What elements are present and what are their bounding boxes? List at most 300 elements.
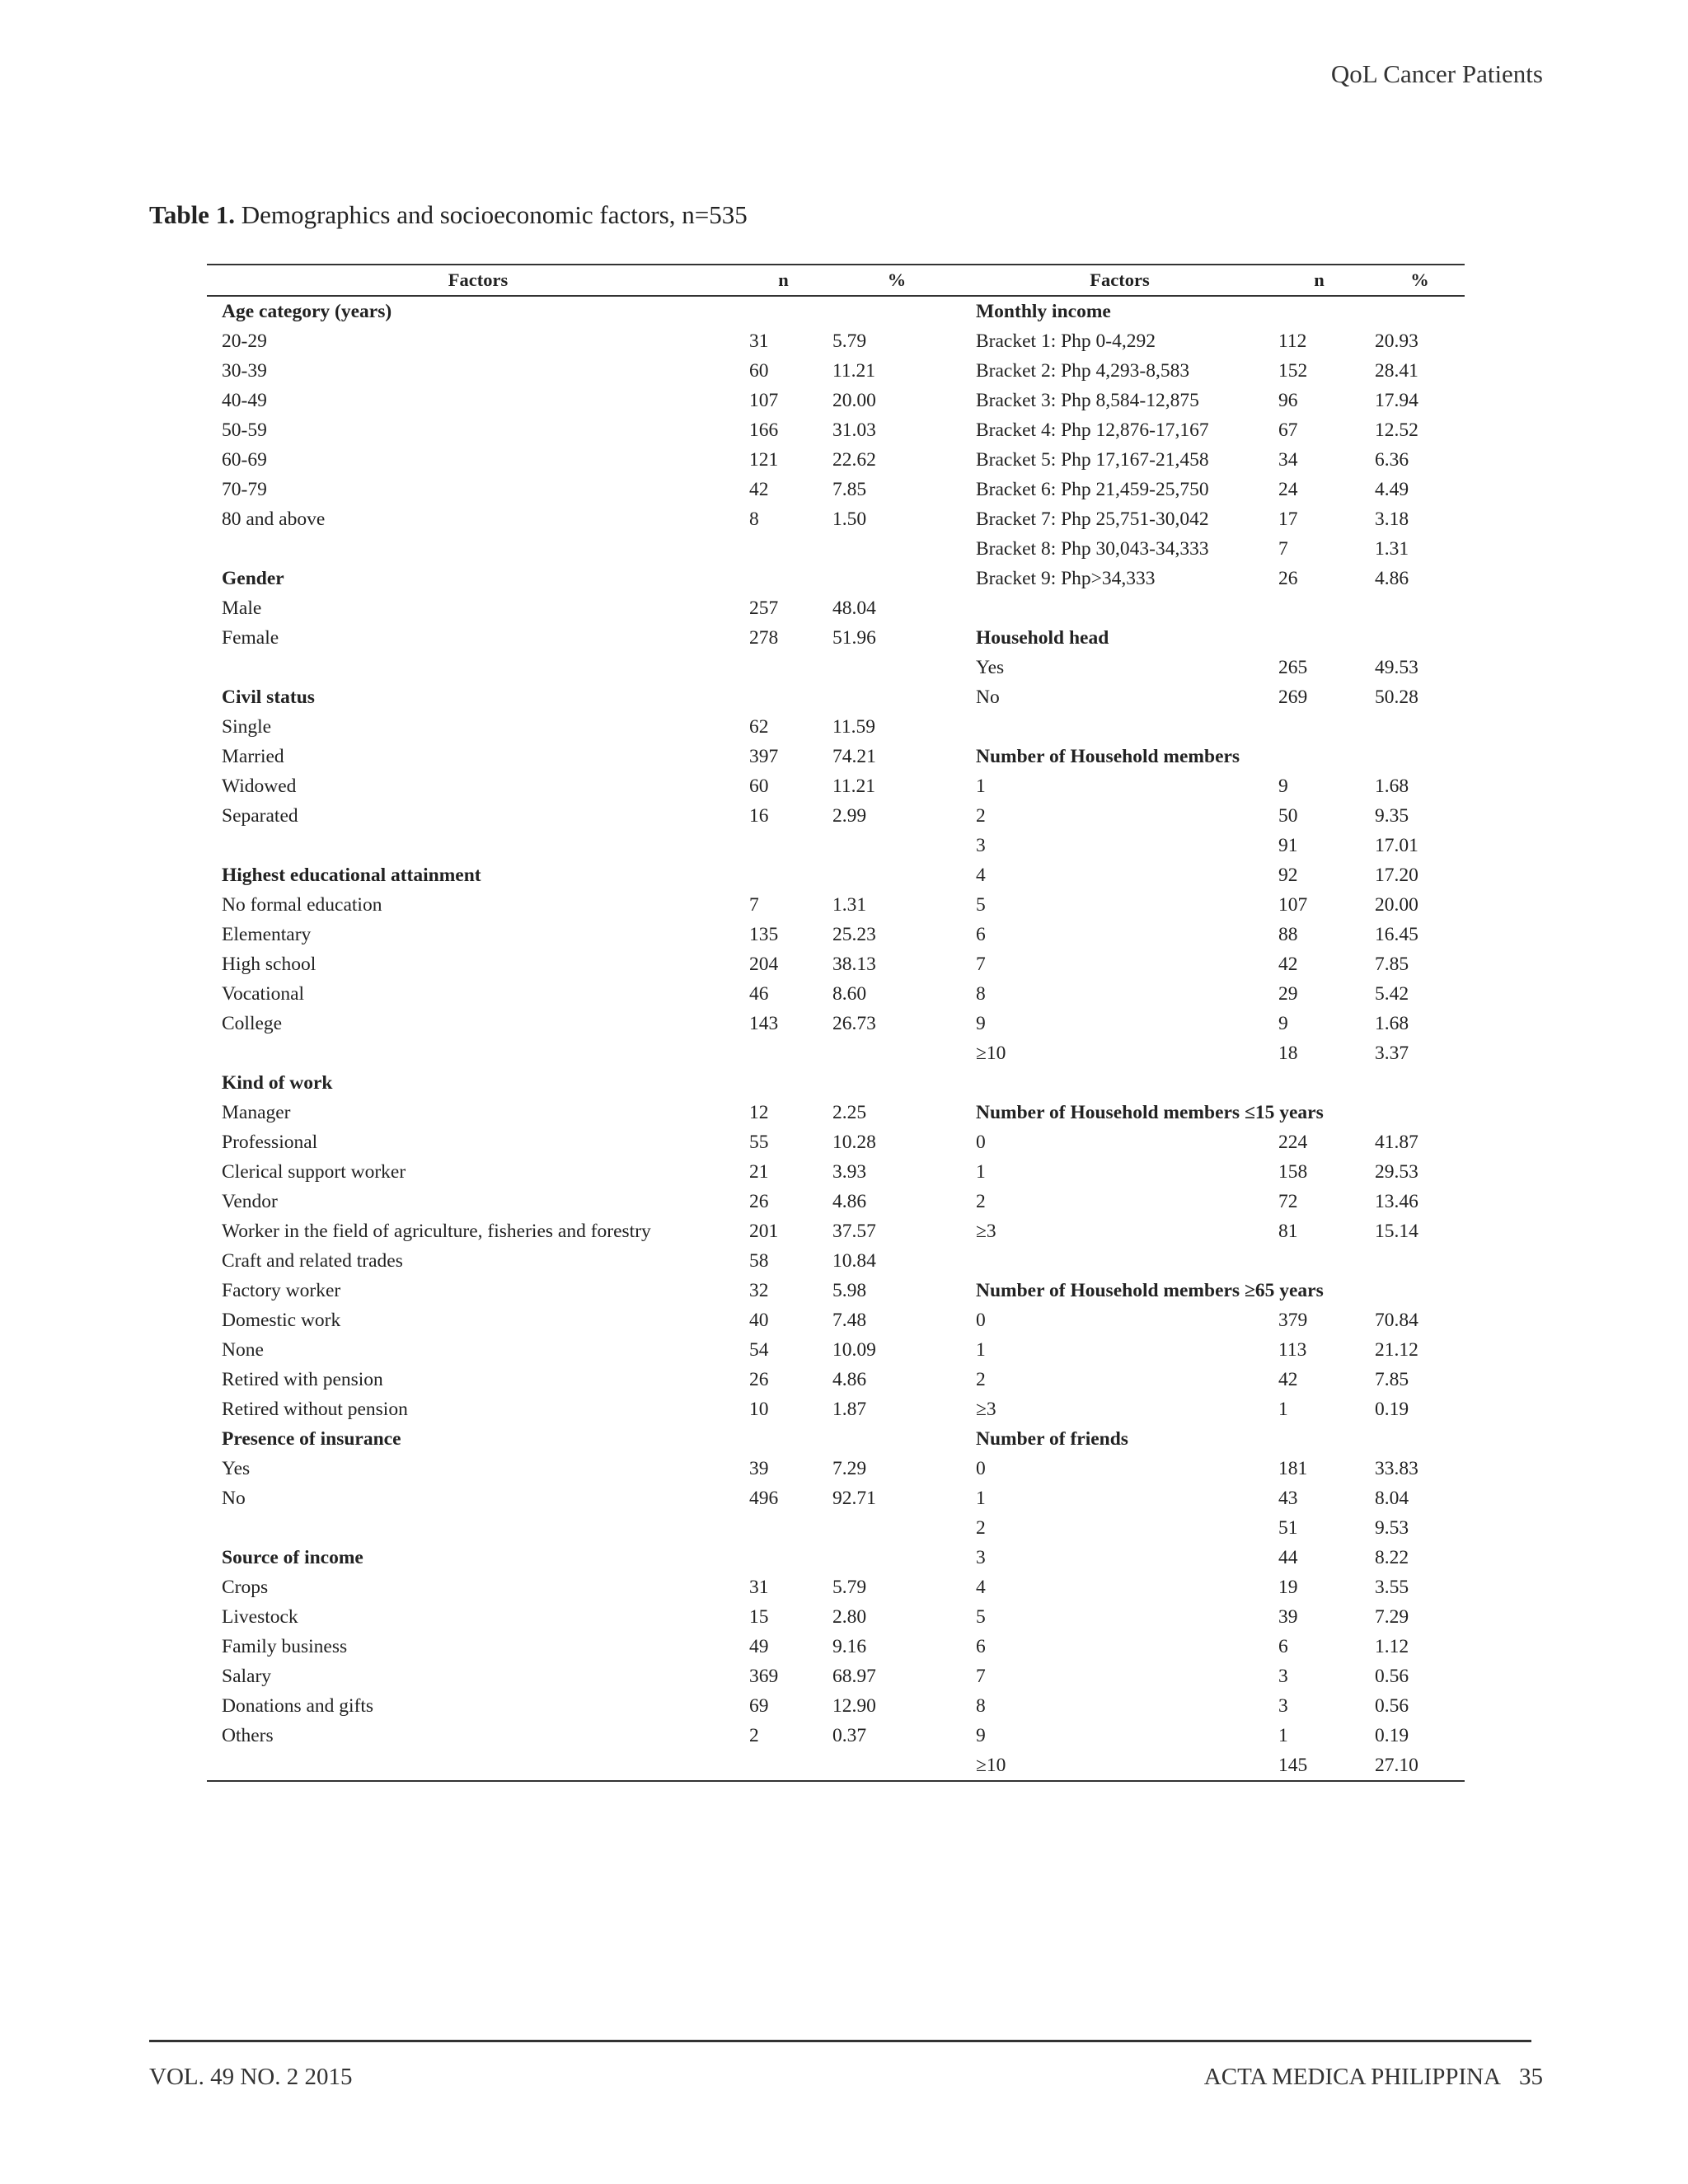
cell-percent-right: 0.56 [1375, 1695, 1409, 1717]
cell-factor-right: Number of friends [976, 1428, 1128, 1450]
cell-percent-left: 1.87 [832, 1399, 867, 1420]
table-row [207, 979, 1465, 1009]
cell-n-left: 143 [749, 1013, 779, 1034]
cell-factor-left: Livestock [222, 1606, 298, 1628]
cell-factor-left: Civil status [222, 687, 315, 708]
cell-percent-right: 20.00 [1375, 894, 1418, 916]
cell-n-left: 121 [749, 449, 779, 471]
cell-factor-left: Married [222, 746, 284, 767]
cell-factor-right: Bracket 7: Php 25,751-30,042 [976, 509, 1209, 530]
cell-n-left: 54 [749, 1339, 769, 1361]
cell-percent-left: 37.57 [832, 1221, 876, 1242]
table-row [207, 771, 1465, 801]
cell-factor-left [207, 1513, 734, 1543]
cell-n-right [1264, 593, 1360, 623]
cell-n-left [734, 831, 818, 860]
cell-factor-left: Salary [222, 1666, 272, 1687]
cell-percent-right [1360, 296, 1465, 326]
cell-percent-right: 12.52 [1375, 419, 1418, 441]
table-row [207, 860, 1465, 890]
cell-factor-right: ≥3 [976, 1221, 996, 1242]
cell-percent-left: 38.13 [832, 954, 876, 975]
table-row [207, 1572, 1465, 1602]
cell-percent-left: 7.29 [832, 1458, 867, 1479]
table-body [207, 296, 1465, 1780]
cell-n-left: 60 [749, 776, 769, 797]
table-row [207, 920, 1465, 949]
cell-factor-right: 2 [976, 1369, 986, 1390]
cell-factor-left: No formal education [222, 894, 382, 916]
cell-percent-right: 5.42 [1375, 983, 1409, 1005]
cell-n-right: 50 [1278, 805, 1298, 827]
cell-percent-left: 48.04 [832, 598, 876, 619]
cell-percent-left [818, 1424, 961, 1454]
cell-factor-right: 3 [976, 1547, 986, 1568]
cell-factor-right: Bracket 8: Php 30,043-34,333 [976, 538, 1209, 560]
cell-percent-right: 9.53 [1375, 1517, 1409, 1539]
cell-n-left [734, 1513, 818, 1543]
cell-factor-left: Retired without pension [222, 1399, 408, 1420]
cell-factor-right: No [976, 687, 1000, 708]
cell-n-right: 265 [1278, 657, 1308, 678]
cell-n-left: 204 [749, 954, 779, 975]
cell-percent-left: 92.71 [832, 1488, 876, 1509]
cell-n-right: 39 [1278, 1606, 1298, 1628]
cell-percent-left: 9.16 [832, 1636, 867, 1657]
cell-percent-right: 3.18 [1375, 509, 1409, 530]
cell-percent-right: 70.84 [1375, 1310, 1418, 1331]
table-row [207, 326, 1465, 356]
cell-percent-left: 5.79 [832, 330, 867, 352]
cell-percent-left: 11.59 [832, 716, 876, 738]
cell-factor-left: Professional [222, 1132, 318, 1153]
table-row [207, 742, 1465, 771]
cell-percent-left: 2.80 [832, 1606, 867, 1628]
table-row [207, 1424, 1465, 1454]
cell-n-left: 257 [749, 598, 779, 619]
cell-percent-left: 11.21 [832, 776, 876, 797]
cell-n-left: 31 [749, 1577, 769, 1598]
cell-factor-right: 1 [976, 1488, 986, 1509]
cell-n-left: 49 [749, 1636, 769, 1657]
cell-percent-right: 8.22 [1375, 1547, 1409, 1568]
cell-factor-right: Bracket 3: Php 8,584-12,875 [976, 390, 1199, 411]
cell-n-right: 113 [1278, 1339, 1307, 1361]
cell-percent-left: 22.62 [832, 449, 876, 471]
cell-factor-right: Number of Household members ≥65 years [976, 1280, 1324, 1301]
cell-factor-left: College [222, 1013, 283, 1034]
cell-n-left [734, 1038, 818, 1068]
cell-n-right [1264, 712, 1360, 742]
cell-percent-left: 10.84 [832, 1250, 876, 1272]
cell-factor-right: Bracket 2: Php 4,293-8,583 [976, 360, 1190, 382]
cell-percent-right: 0.19 [1375, 1399, 1409, 1420]
cell-n-left: 40 [749, 1310, 769, 1331]
cell-percent-right: 6.36 [1375, 449, 1409, 471]
cell-factor-left: 20-29 [222, 330, 267, 352]
cell-factor-left: Craft and related trades [222, 1250, 403, 1272]
footer-page-number: 35 [1519, 2064, 1543, 2090]
cell-factor-right: 2 [976, 805, 986, 827]
cell-percent-left: 7.85 [832, 479, 867, 500]
cell-percent-left: 7.48 [832, 1310, 867, 1331]
cell-n-right: 34 [1278, 449, 1298, 471]
cell-factor-right: ≥3 [976, 1399, 996, 1420]
cell-percent-right: 20.93 [1375, 330, 1418, 352]
cell-factor-right: 0 [976, 1458, 986, 1479]
cell-n-right: 3 [1278, 1666, 1288, 1687]
cell-n-right: 29 [1278, 983, 1298, 1005]
cell-n-left: 107 [749, 390, 779, 411]
footer-journal: ACTA MEDICA PHILIPPINA [1203, 2064, 1501, 2090]
cell-percent-right: 33.83 [1375, 1458, 1418, 1479]
cell-factor-right: 0 [976, 1132, 986, 1153]
cell-n-left [734, 534, 818, 564]
cell-factor-left: Kind of work [222, 1072, 333, 1094]
cell-factor-left [207, 831, 734, 860]
cell-n-right: 92 [1278, 865, 1298, 886]
running-head: QoL Cancer Patients [1330, 59, 1543, 88]
cell-n-right: 96 [1278, 390, 1298, 411]
cell-percent-right: 16.45 [1375, 924, 1418, 945]
cell-factor-left: Crops [222, 1577, 269, 1598]
table-row [207, 1661, 1465, 1691]
cell-percent-right: 1.68 [1375, 776, 1409, 797]
table-row [207, 1335, 1465, 1365]
cell-percent-left [818, 534, 961, 564]
cell-n-right [1264, 1246, 1360, 1276]
cell-n-left: 62 [749, 716, 769, 738]
table-row [207, 1246, 1465, 1276]
cell-percent-right [1360, 623, 1465, 653]
footer-rule [149, 2040, 1531, 2042]
cell-percent-right: 28.41 [1375, 360, 1418, 382]
cell-factor-left: Manager [222, 1102, 291, 1123]
cell-factor-left [207, 1750, 734, 1780]
cell-factor-right: 8 [976, 983, 986, 1005]
cell-n-right [1264, 623, 1360, 653]
table-row [207, 593, 1465, 623]
table-row [207, 356, 1465, 386]
cell-n-right: 18 [1278, 1043, 1298, 1064]
cell-factor-left: None [222, 1339, 264, 1361]
cell-n-left: 26 [749, 1191, 769, 1212]
cell-n-right: 44 [1278, 1547, 1298, 1568]
cell-factor-right: 9 [976, 1725, 986, 1746]
cell-factor-left: Age category (years) [222, 301, 392, 322]
cell-percent-left: 0.37 [832, 1725, 867, 1746]
cell-n-right: 17 [1278, 509, 1298, 530]
cell-n-right [1264, 1424, 1360, 1454]
table-row [207, 1216, 1465, 1246]
cell-percent-left [818, 831, 961, 860]
cell-factor-right [961, 1068, 1264, 1098]
cell-factor-right: Bracket 5: Php 17,167-21,458 [976, 449, 1209, 471]
cell-n-left: 7 [749, 894, 759, 916]
cell-percent-left: 10.09 [832, 1339, 876, 1361]
cell-factor-right: Bracket 6: Php 21,459-25,750 [976, 479, 1209, 500]
cell-factor-left: Female [222, 627, 279, 649]
cell-percent-right: 41.87 [1375, 1132, 1418, 1153]
table-row [207, 1038, 1465, 1068]
cell-n-left: 397 [749, 746, 779, 767]
table-row [207, 1098, 1465, 1127]
table-row [207, 296, 1465, 326]
cell-percent-left: 74.21 [832, 746, 876, 767]
cell-percent-left [818, 653, 961, 682]
cell-percent-left: 8.60 [832, 983, 867, 1005]
cell-factor-right: 1 [976, 1339, 986, 1361]
cell-percent-right: 7.85 [1375, 1369, 1409, 1390]
table-row [207, 1068, 1465, 1098]
table-row [207, 1276, 1465, 1305]
table-row [207, 1009, 1465, 1038]
cell-n-left: 496 [749, 1488, 779, 1509]
cell-factor-left [207, 653, 734, 682]
cell-percent-left: 1.50 [832, 509, 867, 530]
cell-percent-right: 17.94 [1375, 390, 1418, 411]
cell-percent-left [818, 296, 961, 326]
cell-n-right: 88 [1278, 924, 1298, 945]
cell-n-right [1264, 1068, 1360, 1098]
cell-percent-left: 11.21 [832, 360, 876, 382]
cell-factor-right: 1 [976, 1161, 986, 1183]
table-row [207, 386, 1465, 415]
table-row [207, 682, 1465, 712]
cell-factor-right: Bracket 9: Php>34,333 [976, 568, 1156, 589]
table-row [207, 1543, 1465, 1572]
cell-percent-left: 26.73 [832, 1013, 876, 1034]
cell-factor-right: ≥10 [976, 1755, 1006, 1776]
cell-factor-left: Widowed [222, 776, 297, 797]
cell-n-left [734, 564, 818, 593]
demographics-table [207, 264, 1465, 1782]
cell-percent-right: 17.01 [1375, 835, 1418, 856]
header-factors-left: Factors [207, 265, 734, 296]
cell-n-left [734, 653, 818, 682]
cell-percent-right: 50.28 [1375, 687, 1418, 708]
cell-percent-left: 5.98 [832, 1280, 867, 1301]
cell-factor-left: 80 and above [222, 509, 326, 530]
cell-percent-left [818, 1513, 961, 1543]
cell-n-right: 72 [1278, 1191, 1298, 1212]
cell-percent-right: 1.31 [1375, 538, 1409, 560]
cell-percent-right: 21.12 [1375, 1339, 1418, 1361]
cell-factor-left: Domestic work [222, 1310, 341, 1331]
header-factors-right: Factors [961, 265, 1264, 296]
cell-n-left [734, 1068, 818, 1098]
table-row [207, 1127, 1465, 1157]
cell-n-left: 10 [749, 1399, 769, 1420]
cell-percent-right [1360, 712, 1465, 742]
cell-percent-right [1360, 1424, 1465, 1454]
cell-factor-right: Bracket 1: Php 0-4,292 [976, 330, 1156, 352]
cell-factor-left: 60-69 [222, 449, 267, 471]
cell-factor-right: 0 [976, 1310, 986, 1331]
cell-n-right: 9 [1278, 1013, 1288, 1034]
table-row [207, 712, 1465, 742]
cell-n-left: 135 [749, 924, 779, 945]
cell-percent-left [818, 1750, 961, 1780]
cell-n-right: 145 [1278, 1755, 1308, 1776]
cell-factor-left: Factory worker [222, 1280, 341, 1301]
cell-factor-right: Number of Household members [976, 746, 1240, 767]
table-row [207, 1305, 1465, 1335]
cell-n-left: 42 [749, 479, 769, 500]
cell-percent-left: 20.00 [832, 390, 876, 411]
cell-n-right: 224 [1278, 1132, 1308, 1153]
header-n-right: n [1264, 265, 1360, 296]
cell-percent-left: 25.23 [832, 924, 876, 945]
cell-factor-right: Yes [976, 657, 1005, 678]
cell-percent-right [1360, 1246, 1465, 1276]
cell-n-left: 2 [749, 1725, 759, 1746]
cell-factor-right: Number of Household members ≤15 years [976, 1102, 1324, 1123]
cell-factor-left: Elementary [222, 924, 312, 945]
table-row [207, 504, 1465, 534]
table-header-row [207, 265, 1465, 296]
table-caption-label: Table 1. [149, 200, 235, 229]
cell-factor-right: 7 [976, 954, 986, 975]
cell-n-right: 6 [1278, 1636, 1288, 1657]
cell-percent-left [818, 860, 961, 890]
cell-n-right: 379 [1278, 1310, 1308, 1331]
header-n-left: n [734, 265, 818, 296]
cell-n-left [734, 1424, 818, 1454]
cell-factor-left: 40-49 [222, 390, 267, 411]
cell-n-right: 42 [1278, 1369, 1298, 1390]
cell-factor-right: 4 [976, 1577, 986, 1598]
cell-factor-left: Separated [222, 805, 298, 827]
cell-percent-left: 4.86 [832, 1191, 867, 1212]
cell-factor-right: Monthly income [976, 301, 1111, 322]
table-row [207, 1513, 1465, 1543]
cell-percent-right: 4.86 [1375, 568, 1409, 589]
cell-factor-right: 6 [976, 924, 986, 945]
cell-n-left: 31 [749, 330, 769, 352]
cell-factor-right: 6 [976, 1636, 986, 1657]
cell-n-right: 51 [1278, 1517, 1298, 1539]
cell-percent-left: 68.97 [832, 1666, 876, 1687]
cell-factor-right: ≥10 [976, 1043, 1006, 1064]
header-percent-left: % [818, 265, 961, 296]
cell-n-right: 9 [1278, 776, 1288, 797]
table-row [207, 1157, 1465, 1187]
cell-factor-right: 2 [976, 1191, 986, 1212]
table-row [207, 1750, 1465, 1780]
table-caption [149, 200, 748, 230]
cell-n-left: 60 [749, 360, 769, 382]
cell-factor-right: 5 [976, 894, 986, 916]
cell-n-right: 112 [1278, 330, 1307, 352]
cell-factor-right: 8 [976, 1695, 986, 1717]
cell-factor-right [961, 712, 1264, 742]
cell-n-right: 7 [1278, 538, 1288, 560]
cell-percent-right: 3.55 [1375, 1577, 1409, 1598]
cell-n-left: 32 [749, 1280, 769, 1301]
cell-n-right: 43 [1278, 1488, 1298, 1509]
table-row [207, 831, 1465, 860]
cell-n-left [734, 682, 818, 712]
cell-n-left [734, 1543, 818, 1572]
table-row [207, 534, 1465, 564]
cell-factor-left: 50-59 [222, 419, 267, 441]
cell-factor-left: 70-79 [222, 479, 267, 500]
cell-n-left [734, 296, 818, 326]
cell-percent-right: 13.46 [1375, 1191, 1418, 1212]
cell-percent-right: 0.56 [1375, 1666, 1409, 1687]
cell-percent-left [818, 1543, 961, 1572]
table-row [207, 890, 1465, 920]
cell-factor-left: Gender [222, 568, 284, 589]
cell-n-left: 201 [749, 1221, 779, 1242]
cell-percent-left: 2.99 [832, 805, 867, 827]
table-row [207, 1365, 1465, 1394]
cell-percent-left: 10.28 [832, 1132, 876, 1153]
cell-n-right [1264, 296, 1360, 326]
cell-percent-left: 4.86 [832, 1369, 867, 1390]
cell-percent-left: 51.96 [832, 627, 876, 649]
cell-percent-right [1360, 593, 1465, 623]
cell-percent-right: 29.53 [1375, 1161, 1418, 1183]
cell-n-right: 91 [1278, 835, 1298, 856]
cell-percent-right: 15.14 [1375, 1221, 1418, 1242]
cell-factor-left [207, 534, 734, 564]
cell-factor-left: Single [222, 716, 272, 738]
cell-factor-left: Family business [222, 1636, 348, 1657]
cell-factor-left: Source of income [222, 1547, 363, 1568]
cell-n-right: 42 [1278, 954, 1298, 975]
cell-percent-right: 17.20 [1375, 865, 1418, 886]
cell-n-left: 166 [749, 419, 779, 441]
cell-n-left: 46 [749, 983, 769, 1005]
cell-percent-left [818, 1038, 961, 1068]
table-row [207, 564, 1465, 593]
cell-percent-right: 3.37 [1375, 1043, 1409, 1064]
cell-factor-right [961, 1246, 1264, 1276]
table-row [207, 1187, 1465, 1216]
cell-percent-right: 0.19 [1375, 1725, 1409, 1746]
cell-n-left: 26 [749, 1369, 769, 1390]
cell-factor-left: Highest educational attainment [222, 865, 481, 886]
cell-n-right: 269 [1278, 687, 1308, 708]
table-row [207, 1483, 1465, 1513]
cell-n-left: 69 [749, 1695, 769, 1717]
cell-n-left: 55 [749, 1132, 769, 1153]
cell-factor-right: 2 [976, 1517, 986, 1539]
cell-percent-left: 5.79 [832, 1577, 867, 1598]
cell-factor-right: 4 [976, 865, 986, 886]
footer-volume: VOL. 49 NO. 2 2015 [149, 2064, 353, 2090]
cell-factor-left: Others [222, 1725, 274, 1746]
table-row [207, 475, 1465, 504]
cell-percent-left: 2.25 [832, 1102, 867, 1123]
cell-n-left: 39 [749, 1458, 769, 1479]
cell-percent-right: 7.85 [1375, 954, 1409, 975]
cell-factor-right [961, 593, 1264, 623]
cell-n-left: 16 [749, 805, 769, 827]
cell-n-right: 1 [1278, 1399, 1288, 1420]
table-row [207, 1602, 1465, 1632]
cell-factor-left: High school [222, 954, 316, 975]
cell-percent-right: 49.53 [1375, 657, 1418, 678]
table-row [207, 1721, 1465, 1750]
cell-n-left: 12 [749, 1102, 769, 1123]
table-row [207, 949, 1465, 979]
cell-n-right: 26 [1278, 568, 1298, 589]
cell-factor-left: Clerical support worker [222, 1161, 406, 1183]
cell-percent-right [1360, 742, 1465, 771]
